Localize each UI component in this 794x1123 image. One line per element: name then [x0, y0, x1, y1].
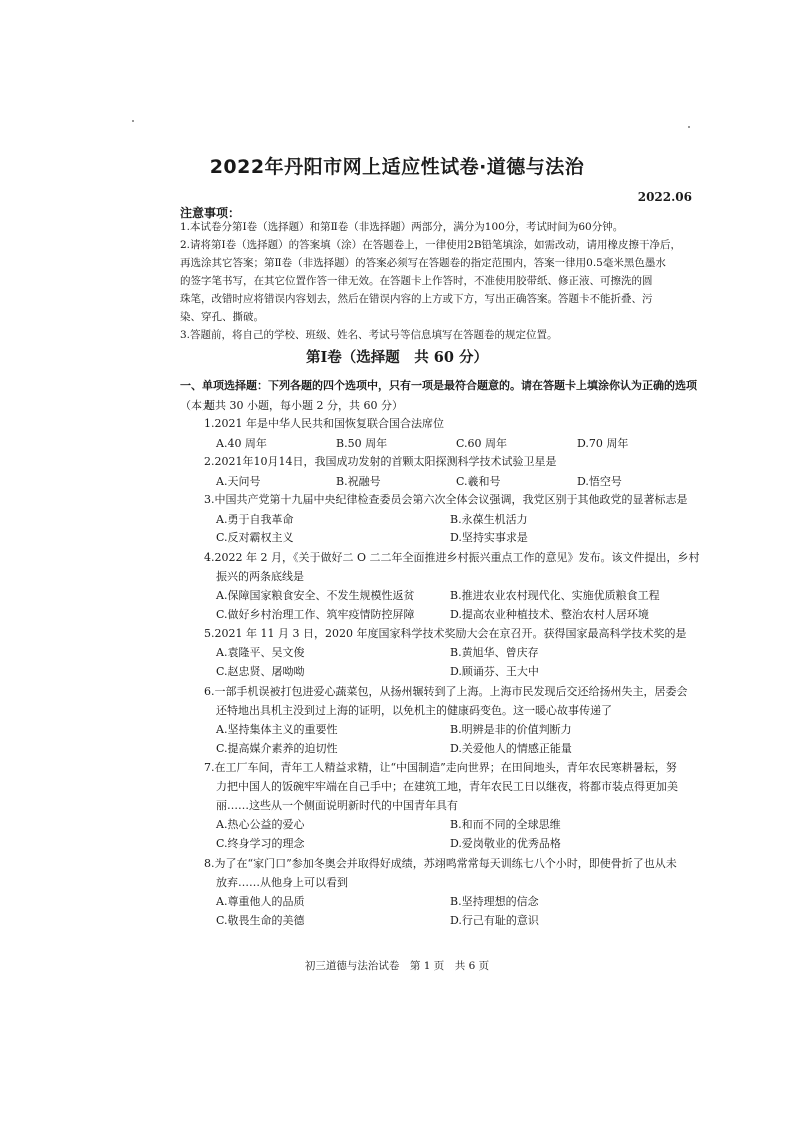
option-d: D.关爱他人的情感正能量	[450, 742, 572, 755]
option-c: C.反对霸权主义	[216, 531, 294, 544]
question-stem: 4.2022 年 2 月，《关于做好二 O 二二年全面推进乡村振兴重点工作的意见》发布。该文件提出，乡村	[204, 551, 700, 564]
question-stem: 振兴的两条底线是	[216, 570, 304, 583]
option-a: A.勇于自我革命	[216, 513, 294, 526]
option-b: B.推进农业农村现代化、实施优质粮食工程	[450, 589, 660, 602]
question-stem: 放弃……从他身上可以看到	[216, 876, 348, 889]
option-b: B.黄旭华、曾庆存	[450, 646, 539, 659]
option-c: C.60 周年	[456, 437, 508, 450]
option-c: C.赵忠贤、屠呦呦	[216, 665, 305, 678]
notice-item: 2.请将第Ⅰ卷（选择题）的答案填（涂）在答题卷上，一律使用2B铅笔填涂，如需改动，请用橡皮擦干净后，	[180, 239, 682, 251]
option-d: D.坚持实事求是	[450, 531, 528, 544]
question-stem: 力把中国人的饭碗牢牢端在自己手中；在建筑工地，青年农民工日以继夜，将都市装点得更加美	[216, 780, 678, 793]
option-d: D.悟空号	[577, 475, 622, 488]
option-b: B.永葆生机活力	[450, 513, 528, 526]
option-a: A.坚持集体主义的重要性	[216, 723, 338, 736]
option-d: D.提高农业种植技术、整治农村人居环境	[450, 608, 649, 621]
option-d: D.爱岗敬业的优秀品格	[450, 837, 561, 850]
section-instruction: 一、单项选择题：下列各题的四个选项中，只有一项是最符合题意的。请在答题卡上填涂你认为正确的选项	[180, 379, 697, 392]
option-b: B.坚持理想的信念	[450, 895, 539, 908]
option-b: B.祝融号	[336, 475, 381, 488]
notice-item: 的签字笔书写，在其它位置作答一律无效。在答题卡上作答时，不准使用胶带纸、修正液、可擦洗的圆	[180, 275, 653, 287]
page-footer: 初三道德与法治试卷 第 1 页 共 6 页	[304, 960, 490, 972]
option-a: A.热心公益的爱心	[216, 818, 305, 831]
option-a: A.天问号	[216, 475, 261, 488]
page-title: 2022年丹阳市网上适应性试卷·道德与法治	[209, 156, 585, 178]
notice-item: 1.本试卷分第Ⅰ卷（选择题）和第Ⅱ卷（非选择题）两部分，满分为100分，考试时间为60分钟。	[180, 221, 624, 233]
option-a: A.尊重他人的品质	[216, 895, 305, 908]
question-stem: 7.在工厂车间，青年工人精益求精，让“中国制造”走向世界；在田间地头，青年农民寒耕暑耘，努	[204, 761, 677, 774]
notice-item: 染、穿孔、撕破。	[180, 311, 264, 323]
notice-item: 珠笔，改错时应将错误内容划去，然后在错误内容的上方或下方，写出正确答案。答题卡不能折叠、污	[180, 293, 653, 305]
option-c: C.敬畏生命的美德	[216, 914, 305, 927]
section-note-line: 题共 30 小题，每小题 2 分，共 60 分）	[204, 399, 403, 412]
option-a: A.袁隆平、吴文俊	[216, 646, 305, 659]
option-d: D.行己有耻的意识	[450, 914, 539, 927]
question-stem: 5.2021 年 11 月 3 日，2020 年度国家科学技术奖励大会在京召开。获得国家最高科学技术奖的是	[204, 627, 687, 640]
option-d: D.70 周年	[577, 437, 629, 450]
question-stem: 2.2021年10月14日，我国成功发射的首颗太阳探测科学技术试验卫星是	[204, 455, 557, 468]
exam-date: 2022.06	[637, 190, 692, 204]
scan-speck	[132, 120, 134, 122]
section-note: （本大	[180, 399, 213, 412]
question-stem: 1.2021 年是中华人民共和国恢复联合国合法席位	[204, 417, 444, 430]
option-c: C.羲和号	[456, 475, 501, 488]
question-stem: 丽……这些从一个侧面说明新时代的中国青年具有	[216, 799, 458, 812]
part-title: 第Ⅰ卷（选择题 共 60 分）	[305, 349, 489, 366]
notice-item: 再选涂其它答案；第Ⅱ卷（非选择题）的答案必须写在答题卷的指定范围内，答案一律用0.5毫米黑色墨水	[180, 257, 666, 269]
option-c: C.终身学习的理念	[216, 837, 305, 850]
option-b: B.50 周年	[336, 437, 388, 450]
scan-speck	[688, 126, 690, 128]
option-c: C.提高媒介素养的迫切性	[216, 742, 338, 755]
notice-item: 3.答题前，将自己的学校、班级、姓名、考试号等信息填写在答题卷的规定位置。	[180, 329, 558, 341]
question-stem: 8.为了在“家门口”参加冬奥会并取得好成绩，苏翊鸣常常每天训练七八个小时，即使骨折了也从未	[204, 857, 677, 870]
question-stem: 6.一部手机误被打包进爱心蔬菜包，从扬州辗转到了上海。上海市民发现后交还给扬州失主，居委会	[204, 685, 688, 698]
option-c: C.做好乡村治理工作、筑牢疫情防控屏障	[216, 608, 415, 621]
option-d: D.顾诵芬、王大中	[450, 665, 539, 678]
option-a: A.保障国家粮食安全、不发生规模性返贫	[216, 589, 415, 602]
question-stem: 3.中国共产党第十九届中央纪律检查委员会第六次全体会议强调，我党区别于其他政党的显著标志是	[204, 493, 688, 506]
option-b: B.和而不同的全球思维	[450, 818, 561, 831]
notice-heading: 注意事项：	[180, 206, 241, 220]
option-a: A.40 周年	[216, 437, 267, 450]
option-b: B.明辨是非的价值判断力	[450, 723, 572, 736]
question-stem: 还特地出具机主没到过上海的证明，以免机主的健康码变色。这一暖心故事传递了	[216, 704, 612, 717]
